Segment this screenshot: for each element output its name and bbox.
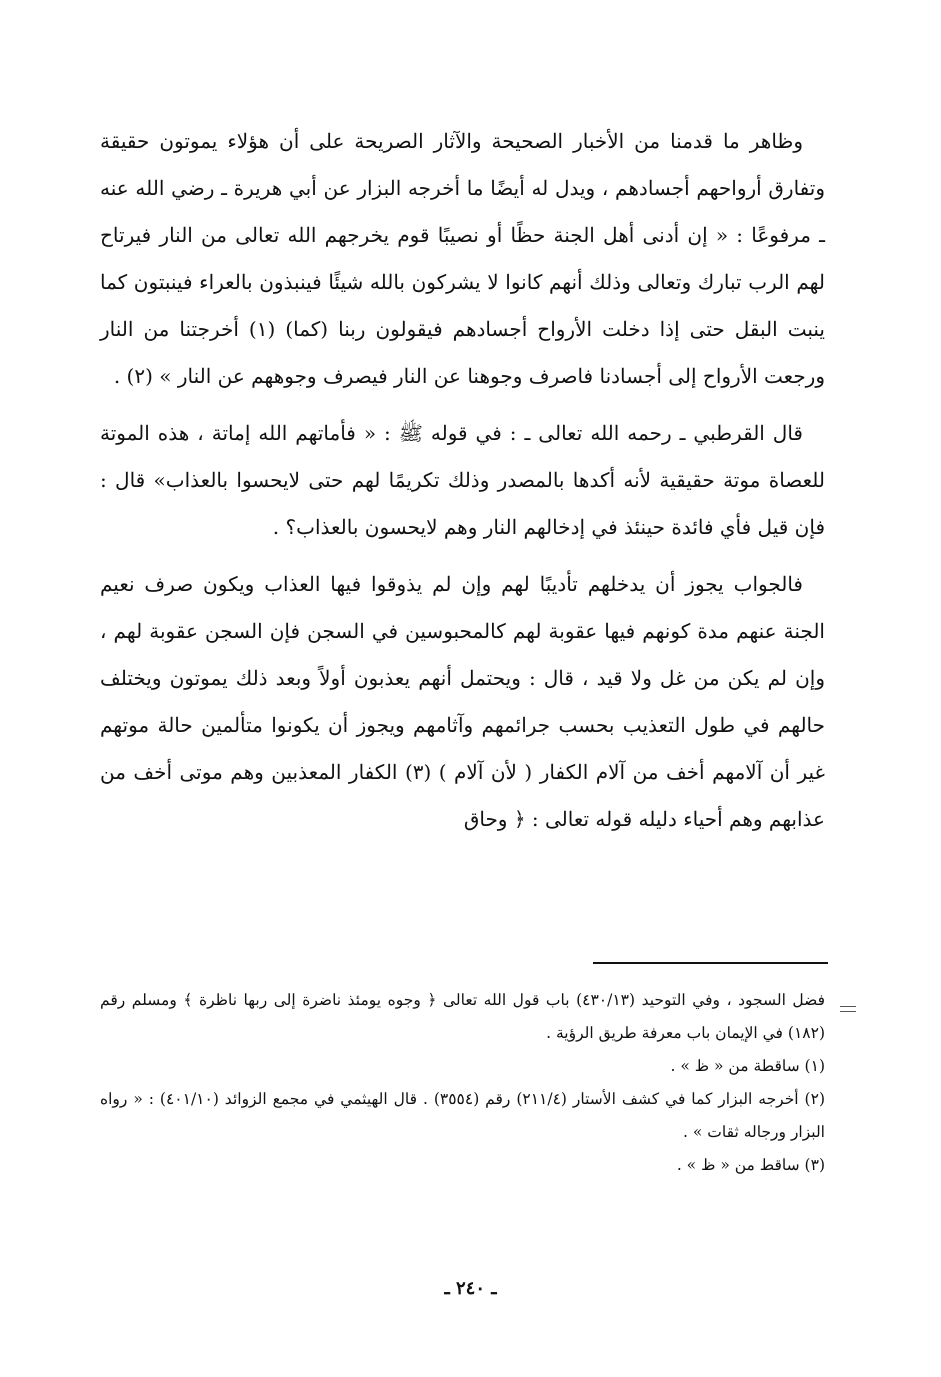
footnotes [100, 984, 825, 1182]
footnote-carry-over: فضل السجود ، وفي التوحيد (٤٣٠/١٣) باب قول الله تعالى ﴿ وجوه يومئذ ناضرة إلى ربها ناظرة ﴾ ومسلم رقم (١٨٢) في الإيمان باب معرفة طريق الرؤية . [100, 991, 826, 1042]
footnote-number: (٣) [804, 1156, 825, 1174]
margin-mark [840, 1011, 856, 1012]
paragraph-3: فالجواب يجوز أن يدخلهم تأديبًا لهم وإن لم يذوقوا فيها العذاب ويكون صرف نعيم الجنة عنهم مدة كونهم فيها عقوبة لهم كالمحبوسين في السجن فإن السجن عقوبة لهم ، وإن لم يكن من غل ولا قيد ، قال : ويحتمل أنهم يعذبون أولاً وبعد ذلك يموتون ويختلف حالهم في طول التعذيب بحسب جرائمهم وآثامهم ويجوز أن يكونوا متألمين حالة موتهم غير أن آلامهم أخف من آلام الكفار ( لأن آلام ) (٣) الكفار المعذبين وهم موتى أخف من عذابهم وهم أحياء دليله قوله تعالى : ﴿ وحاق [100, 572, 825, 831]
margin-mark [840, 1006, 856, 1007]
footnote-number: (٢) [804, 1090, 825, 1108]
footnote-text: أخرجه البزار كما في كشف الأستار (٢١١/٤) رقم (٣٥٥٤) . قال الهيثمي في مجمع الزوائد (٤٠١/١٠) : « رواه البزار ورجاله ثقات » . [100, 1090, 825, 1141]
footnote-2 [100, 1083, 825, 1149]
main-text [100, 118, 825, 853]
footnote-number: (١) [804, 1057, 825, 1075]
paragraph-1: وظاهر ما قدمنا من الأخبار الصحيحة والآثار الصريحة على أن هؤلاء يموتون حقيقة وتفارق أرواحهم أجسادهم ، ويدل له أيضًا ما أخرجه البزار عن أبي هريرة ـ رضي الله عنه ـ مرفوعًا : « إن أدنى أهل الجنة حظًا أو نصيبًا قوم يخرجهم الله تعالى من النار فيرتاح لهم الرب تبارك وتعالى وذلك أنهم كانوا لا يشركون بالله شيئًا فينبذون بالعراء فينبتون كما ينبت البقل حتى إذا دخلت الأرواح أجسادهم فيقولون ربنا (كما) (١) أخرجتنا من النار ورجعت الأرواح إلى أجسادنا فاصرف وجوهنا عن النار فيصرف وجوههم عن النار » (٢) . [100, 129, 825, 388]
footnote-3 [100, 1149, 825, 1182]
footnote-separator [593, 962, 828, 964]
footnote-text: ساقطة من « ظ » . [670, 1057, 800, 1075]
page-number: ـ ٢٤٠ ـ [444, 1278, 497, 1299]
footnote-1 [100, 1050, 825, 1083]
footnote-text: ساقط من « ظ » . [676, 1156, 800, 1174]
paragraph-2: قال القرطبي ـ رحمه الله تعالى ـ : في قوله ﷺ : « فأماتهم الله إماتة ، هذه الموتة للعصاة موتة حقيقية لأنه أكدها بالمصدر وذلك تكريمًا لهم حتى لايحسوا بالعذاب» قال : فإن قيل فأي فائدة حينئذ في إدخالهم النار وهم لايحسون بالعذاب؟ . [100, 421, 825, 539]
